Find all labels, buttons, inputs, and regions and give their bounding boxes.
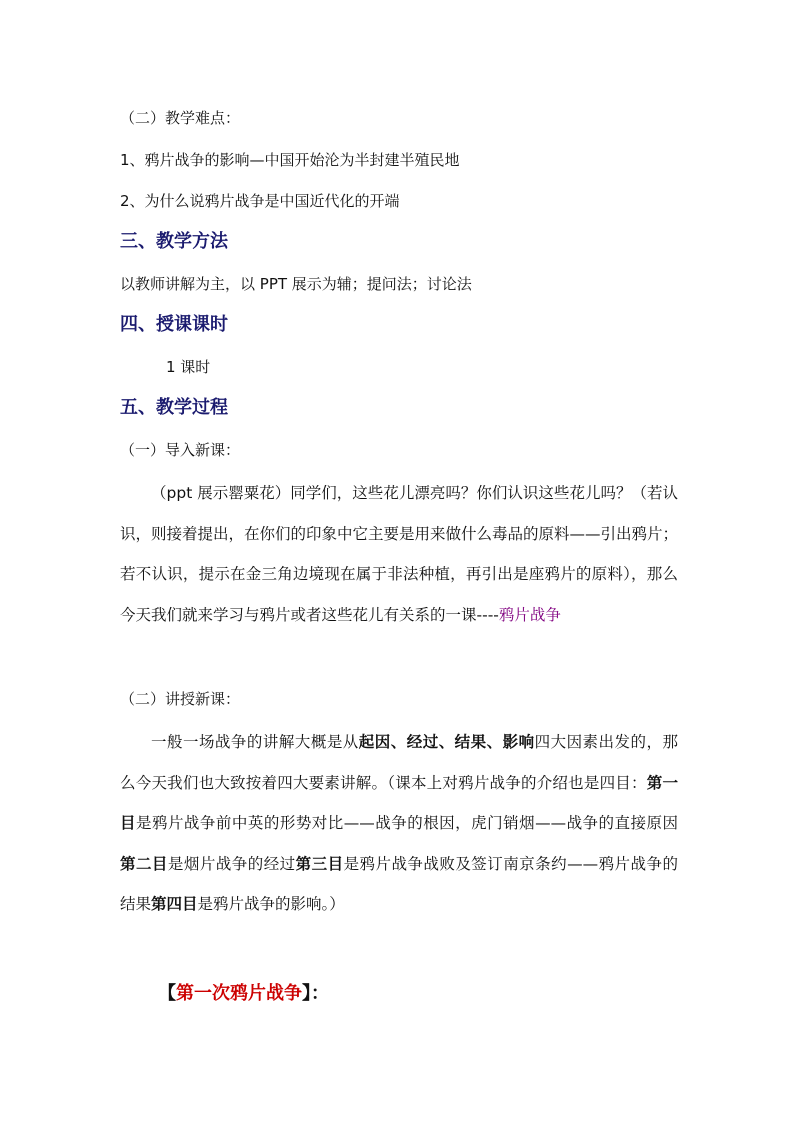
section-close-bracket: 】： bbox=[302, 983, 329, 1004]
teach-heading: （二）讲授新课： bbox=[120, 690, 241, 708]
teach-paragraph bbox=[120, 722, 678, 925]
method-text: 以教师讲解为主，以 PPT 展示为辅；提问法；讨论法 bbox=[120, 275, 472, 293]
difficulty-item-2: 2、为什么说鸦片战争是中国近代化的开端 bbox=[120, 192, 400, 210]
hours-text: 1 课时 bbox=[166, 358, 211, 376]
teach-text-2: 四大因素出发的，那么今天我们也大致按着四大要素讲解。（课本上对鸦片战争的介绍也是四目： bbox=[120, 733, 678, 792]
section-title bbox=[158, 982, 329, 1006]
section-open-bracket: 【 bbox=[158, 983, 176, 1004]
difficulty-item-1: 1、鸦片战争的影响—中国开始沦为半封建半殖民地 bbox=[120, 151, 460, 169]
teach-bold-4: 第三目 bbox=[295, 854, 344, 873]
process-heading: 五、教学过程 bbox=[120, 397, 228, 418]
difficulty-heading: （二）教学难点： bbox=[120, 109, 241, 127]
teach-bold-3: 第二目 bbox=[120, 854, 168, 873]
intro-paragraph bbox=[120, 473, 678, 635]
teach-bold-2: 第一目 bbox=[120, 773, 678, 832]
teach-text-6: 是鸦片战争的影响。） bbox=[197, 895, 345, 913]
method-heading: 三、教学方法 bbox=[120, 231, 228, 252]
teach-bold-5: 第四目 bbox=[151, 895, 198, 913]
section-title-text: 第一次鸦片战争 bbox=[176, 983, 302, 1004]
intro-text: （ppt 展示罂粟花）同学们，这些花儿漂亮吗？你们认识这些花儿吗？（若认识，则接着提出，在你们的印象中它主要是用来做什么毒品的原料——引出鸦片；若不认识，提示在金三角边境现在属于非法种植，再引出是座鸦片的原料），那么今天我们就来学习与鸦片或者这些花儿有关系的一课---- bbox=[120, 484, 679, 624]
intro-heading: （一）导入新课： bbox=[120, 441, 241, 459]
teach-text-3: 是鸦片战争前中英的形势对比——战争的根因，虎门销烟——战争的直接原因 bbox=[135, 814, 678, 832]
teach-bold-1: 起因、经过、结果、影响 bbox=[358, 733, 535, 751]
intro-link[interactable]: 鸦片战争 bbox=[498, 605, 561, 624]
hours-heading: 四、授课课时 bbox=[120, 314, 228, 335]
teach-text-5: 是鸦片战争战败及签订南京条约——鸦片战争的结果 bbox=[120, 854, 678, 913]
teach-text-1: 一般一场战争的讲解大概是从 bbox=[151, 733, 359, 751]
teach-text-4: 是烟片战争的经过 bbox=[167, 854, 296, 873]
